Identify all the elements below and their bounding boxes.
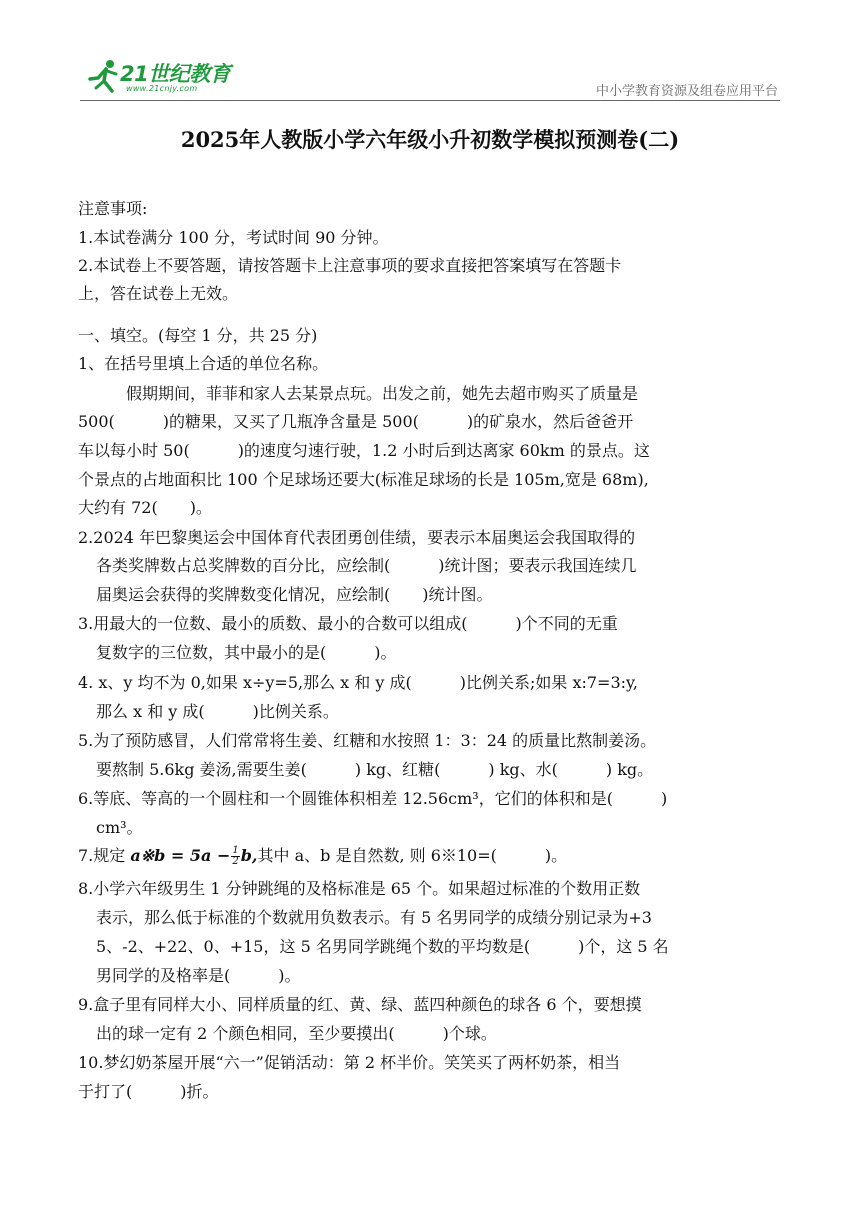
notice-item-1: 1.本试卷满分 100 分，考试时间 90 分钟。 <box>78 228 389 247</box>
q2-line-2: 各类奖牌数占总奖牌数的百分比，应绘制( )统计图；要表示我国连续几 <box>96 556 637 575</box>
q7-formula-right: b, <box>240 846 258 865</box>
q1-line-2: 500( )的糖果，又买了几瓶净含量是 500( )的矿泉水，然后爸爸开 <box>78 412 634 431</box>
q4-line-2: 那么 x 和 y 成( )比例关系。 <box>96 702 339 721</box>
logo-url: www.21cnjy.com <box>126 84 198 93</box>
q2-line-3: 届奥运会获得的奖牌数变化情况，应绘制( )统计图。 <box>96 585 493 604</box>
runner-logo-icon <box>86 58 122 94</box>
q7-fraction-denominator: 2 <box>232 856 239 867</box>
q10-line-2: 于打了( )折。 <box>78 1082 219 1101</box>
logo <box>86 58 246 100</box>
platform-label: 中小学教育资源及组卷应用平台 <box>595 84 778 99</box>
q3-line-2: 复数字的三位数，其中最小的是( )。 <box>96 643 397 662</box>
q8-line-1: 8.小学六年级男生 1 分钟跳绳的及格标准是 65 个。如果超过标准的个数用正数 <box>78 879 641 898</box>
q5-line-2: 要熬制 5.6kg 姜汤,需要生姜( ) kg、红糖( ) kg、水( ) kg。 <box>96 760 654 779</box>
q6-line-2: cm³。 <box>96 818 143 837</box>
q1-line-1: 假期期间，菲菲和家人去某景点玩。出发之前，她先去超市购买了质量是 <box>126 384 639 403</box>
q7-fraction-numerator: 1 <box>232 845 239 856</box>
q3-line-1: 3.用最大的一位数、最小的质数、最小的合数可以组成( )个不同的无重 <box>78 614 618 633</box>
logo-text: 21世纪教育 <box>120 62 231 86</box>
q6-line-1: 6.等底、等高的一个圆柱和一个圆锥体积相差 12.56cm³，它们的体积和是( ) <box>78 789 668 808</box>
notice-item-2-line-1: 2.本试卷上不要答题，请按答题卡上注意事项的要求直接把答案填写在答题卡 <box>78 256 622 275</box>
q7-line <box>78 846 567 867</box>
q9-line-1: 9.盒子里有同样大小、同样质量的红、黄、绿、蓝四种颜色的球各 6 个，要想摸 <box>78 995 642 1014</box>
q4-line-1: 4. x、y 均不为 0,如果 x÷y=5,那么 x 和 y 成( )比例关系;如果 x:7=3:y, <box>78 673 639 692</box>
notice-heading: 注意事项: <box>78 199 148 218</box>
q8-line-3: 5、-2、+22、0、+15，这 5 名男同学跳绳个数的平均数是( )个，这 5 名 <box>96 937 669 956</box>
q1-line-3: 车以每小时 50( )的速度匀速行驶，1.2 小时后到达离家 60km 的景点。这 <box>78 441 650 460</box>
q10-line-1: 10.梦幻奶茶屋开展“六一”促销活动：第 2 杯半价。笑笑买了两杯奶茶，相当 <box>78 1053 621 1072</box>
q1-stem: 1、在括号里填上合适的单位名称。 <box>78 354 329 373</box>
notice-item-2-line-2: 上，答在试卷上无效。 <box>78 284 239 303</box>
exam-title: 2025年人教版小学六年级小升初数学模拟预测卷(二) <box>180 127 680 152</box>
q8-line-2: 表示，那么低于标准的个数就用负数表示。有 5 名男同学的成绩分别记录为+3 <box>96 908 652 927</box>
q7-prefix: 7.规定 <box>78 846 131 865</box>
q9-line-2: 出的球一定有 2 个颜色相同，至少要摸出( )个球。 <box>96 1024 497 1043</box>
q1-line-4: 个景点的占地面积比 100 个足球场还要大(标准足球场的长是 105m,宽是 68m), <box>78 470 649 489</box>
q5-line-1: 5.为了预防感冒，人们常常将生姜、红糖和水按照 1：3：24 的质量比熬制姜汤。 <box>78 731 657 750</box>
q1-line-5: 大约有 72( )。 <box>78 498 212 517</box>
q7-suffix: 其中 a、b 是自然数, 则 6※10=( )。 <box>257 846 568 865</box>
q7-fraction <box>231 846 239 867</box>
q7-formula-left: a※b = 5a − <box>130 846 231 865</box>
section-1-heading: 一、填空。(每空 1 分，共 25 分) <box>78 326 318 345</box>
q8-line-4: 男同学的及格率是( )。 <box>96 966 301 985</box>
header-divider <box>80 100 780 101</box>
q2-line-1: 2.2024 年巴黎奥运会中国体育代表团勇创佳绩，要表示本届奥运会我国取得的 <box>78 528 636 547</box>
